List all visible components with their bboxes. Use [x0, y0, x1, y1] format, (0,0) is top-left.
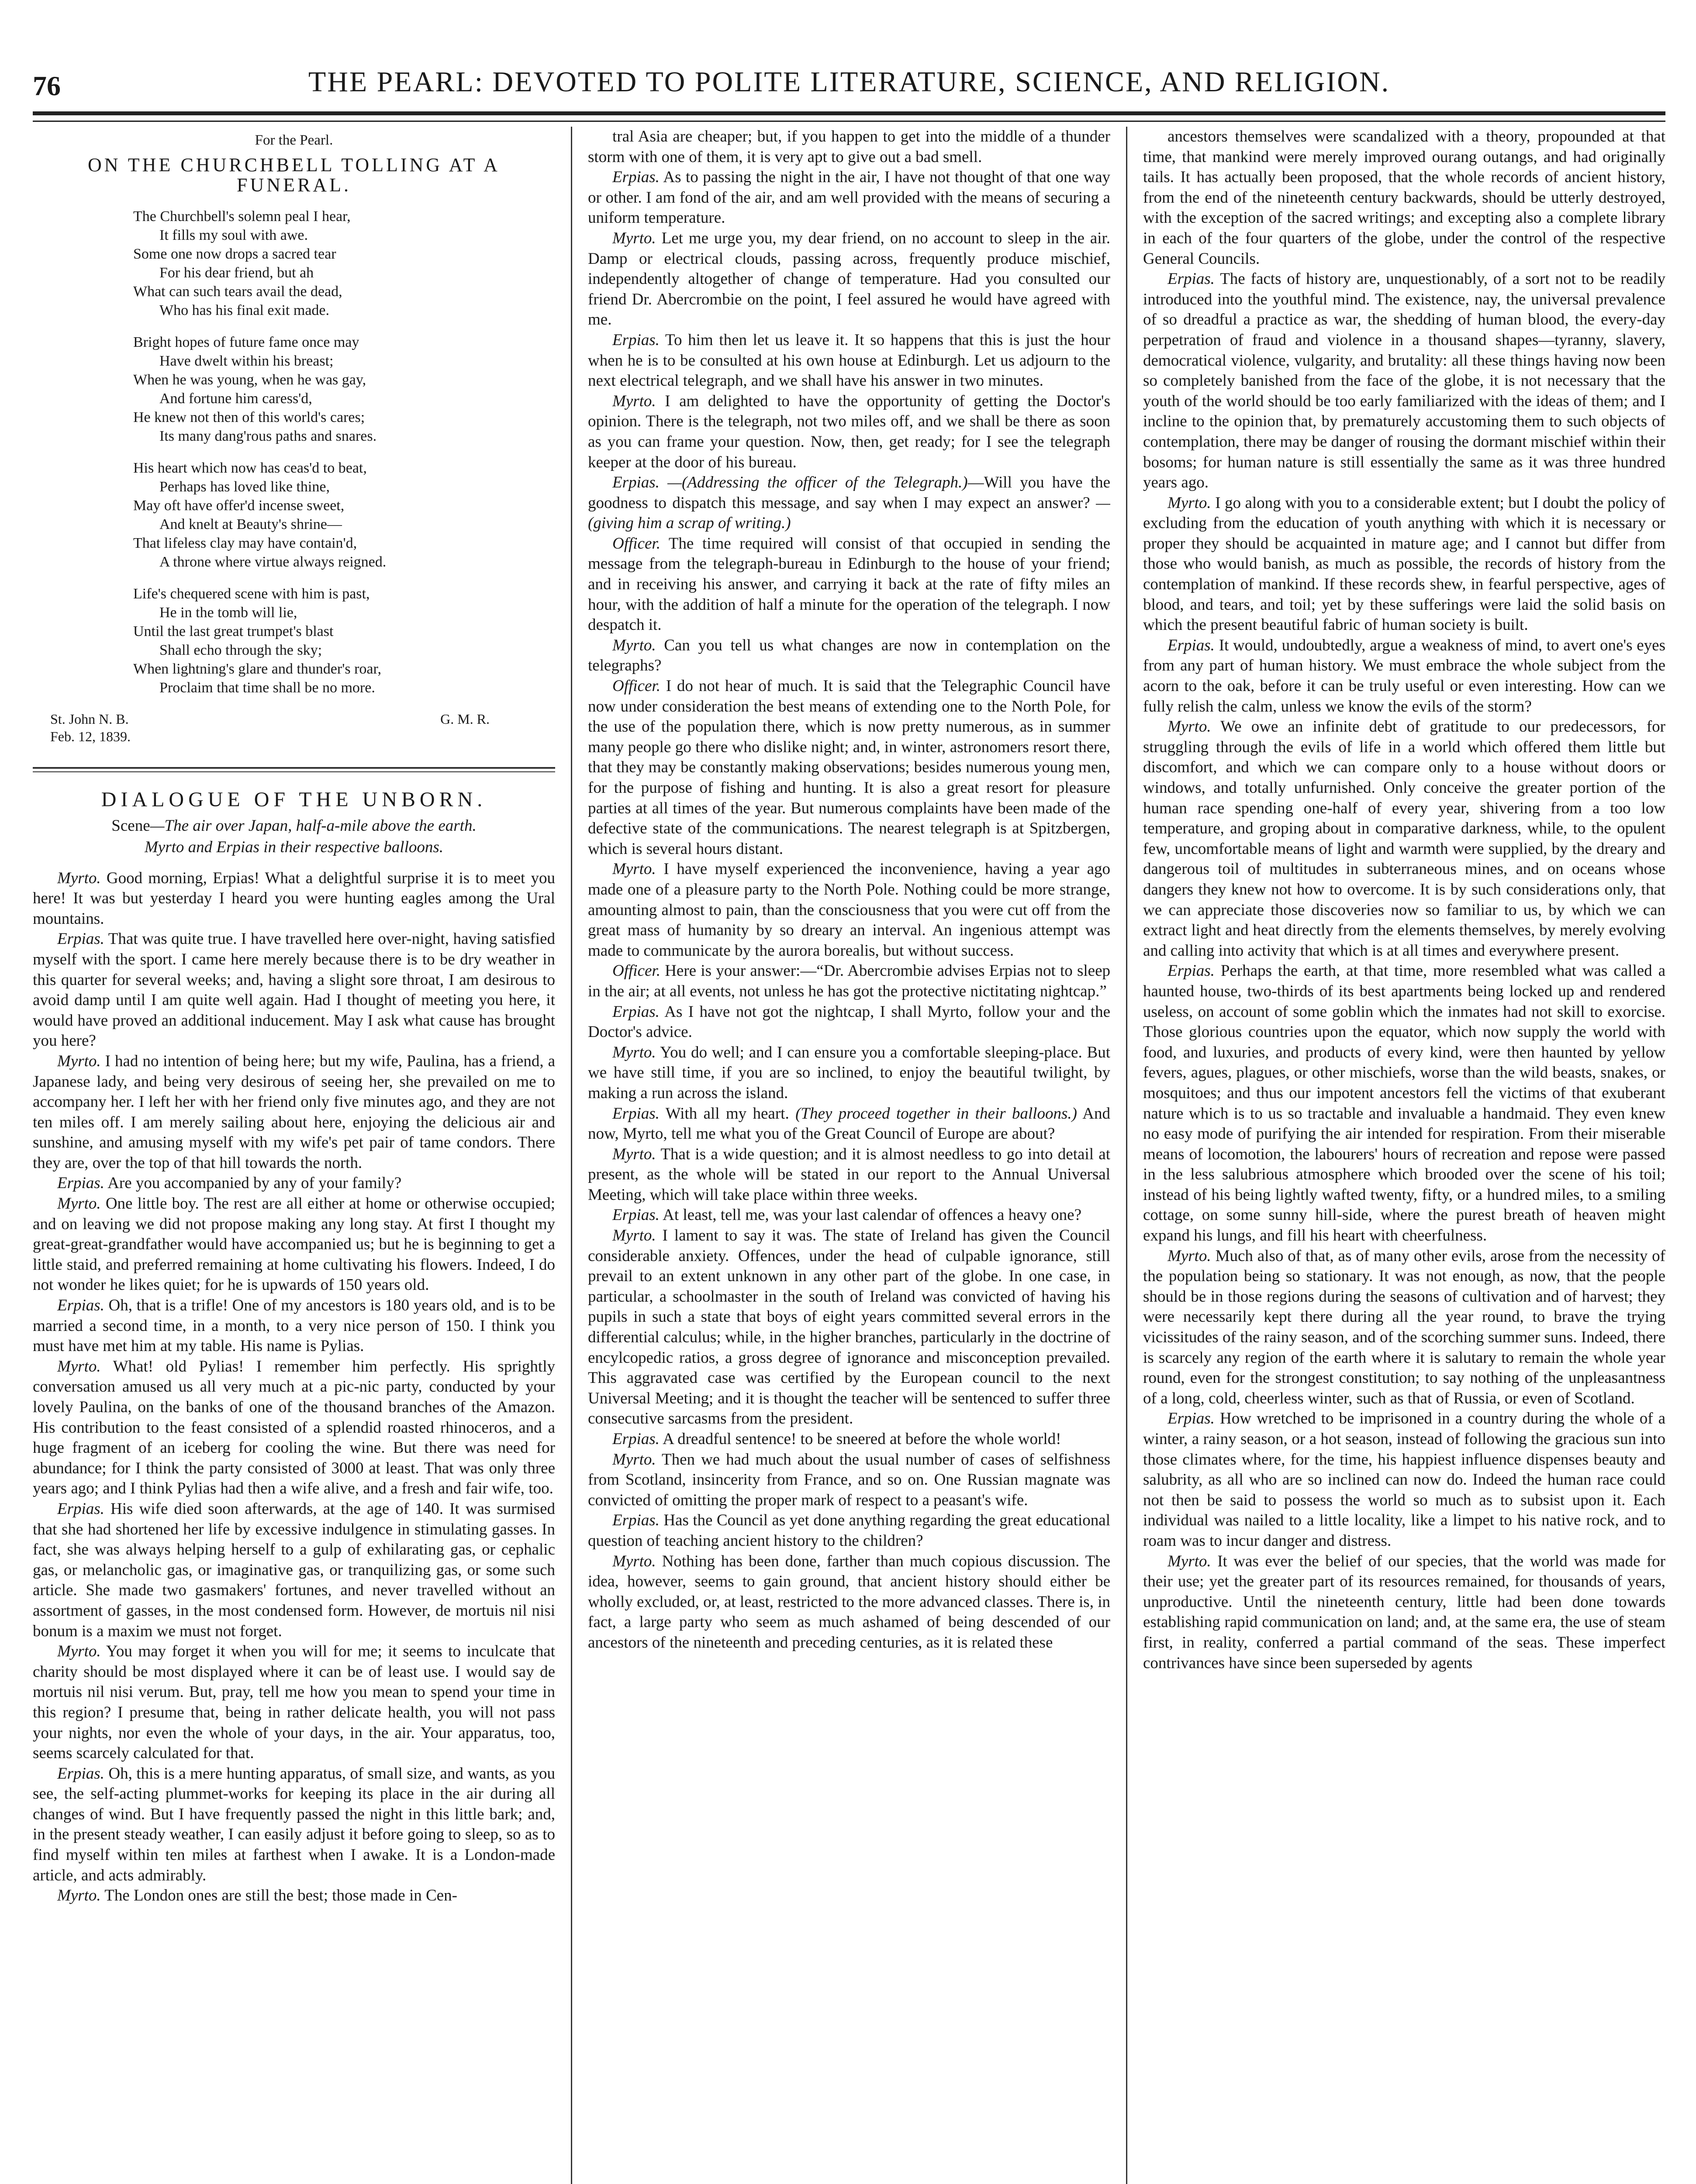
- header-rule-thin: [33, 121, 1665, 122]
- dialogue-paragraph: [33, 929, 555, 1051]
- section-divider: [33, 767, 555, 769]
- speech-text: Perhaps the earth, at that time, more resembled what was called a haunted house, two-thirds of its best apartments being locked up and rendered useless, on account of some goblin which the inmates had not skill to exorcise. Those glorious countries upon the equator, which now supply the world with food, and luxuries, and products of every kind, were then haunted by yellow fevers, agues, plagues, or other mischiefs, worse than the wild beasts, snakes, or mosquitoes; and thus our impotent ancestors fell the victims of that exuberant nature which is to us so tractable and invaluable a handmaid. They even knew no easy mode of purifying the air intended for respiration. From their miserable means of locomotion, the labourers' hours of recreation and repose were passed in the less salubrious atmosphere which brooded over the scene of his toil; instead of his being lightly wafted twenty, fifty, or a hundred miles, to a smiling cottage, on some sunny hill-side, where the purest breath of heaven might expand his lungs, and fill his heart with cheerfulness.: [1143, 962, 1665, 1245]
- page-number: 76: [33, 70, 61, 101]
- dialogue-title: DIALOGUE OF THE UNBORN.: [101, 788, 487, 811]
- speaker-name: Erpias.: [1168, 1410, 1215, 1428]
- speech-text: You may forget it when you will for me; it seems to inculcate that charity should be most displayed where it can be of least use. I would say de mortuis nil nisi verum. But, pray, tell me how you mean to spend your time in this region? I presume that, being in rather delicate health, you will not pass your nights, nor even the whole of your days, in the air. Your apparatus, too, seems scarcely calculated for that.: [33, 1642, 555, 1762]
- speaker-name: Myrto.: [57, 1195, 101, 1213]
- speech-text: I am delighted to have the opportunity of getting the Doctor's opinion. There is the telegraph, not two miles off, and we shall be there as soon as you can frame your question. Now, then, get ready; for I see the telegraph keeper at the door of his bureau.: [588, 392, 1110, 471]
- poem-line: Some one now drops a sacred tear: [133, 245, 336, 262]
- speech-text: I do not hear of much. It is said that the Telegraphic Council have now under consideration the best means of extending one to the North Pole, for the use of the population there, which is now pretty numerous, as in summer many people go there who dislike night; and, in winter, astronomers resort there, that they may be constantly making observations; besides numerous young men, for the purpose of fishing and hunting. It is also a great resort for pleasure parties at all times of the year. But numerous complaints have been made of the defective state of the communications. The nearest telegraph is at Spitzbergen, which is several hours distant.: [588, 677, 1110, 858]
- dialogue-column-1: [33, 868, 555, 1906]
- speaker-name: Erpias.: [57, 930, 104, 948]
- speaker-name: Officer.: [612, 962, 660, 980]
- column-2: [588, 127, 1110, 2184]
- speech-text: Nothing has been done, farther than much copious discussion. The idea, however, seems to gain ground, that ancient history should either be wholly excluded, or, at least, restricted to the more advanced classes. There is, in fact, a large party who seem as much ashamed of being descended of our ancestors of the nineteenth and preceding centuries, as it is related these: [588, 1552, 1110, 1652]
- poem-line: Bright hopes of future fame once may: [133, 334, 359, 350]
- poem-stanza: [133, 459, 555, 571]
- speaker-name: Myrto.: [1168, 1552, 1211, 1570]
- speech-text: To him then let us leave it. It so happens that this is just the hour when he is to be consulted at his own house at Edinburgh. Let us adjourn to the next electrical telegraph, and we shall have his answer in two minutes.: [588, 331, 1110, 390]
- speaker-name: Erpias.: [612, 1511, 660, 1530]
- speech-text: At least, tell me, was your last calendar of offences a heavy one?: [663, 1206, 1082, 1224]
- poem-line: He knew not then of this world's cares;: [133, 409, 365, 425]
- dialogue-paragraph: [588, 127, 1110, 167]
- speech-text: Then we had much about the usual number of cases of selfishness from Scotland, insincerity from France, and so on. One Russian magnate was convicted of omitting the proper mark of respect to a peasant's wife.: [588, 1450, 1110, 1509]
- dialogue-paragraph: [588, 1104, 1110, 1144]
- poem-line: And knelt at Beauty's shrine—: [159, 516, 342, 532]
- speech-text: I had no intention of being here; but my wife, Paulina, has a friend, a Japanese lady, and being very desirous of seeing her, she prevailed on me to accompany her. I left her with her friend only five minutes ago, and they are not ten miles off. I am merely sailing about here, enjoying the delicious air and sunshine, and amusing myself with my wife's pet pair of tame condors. There they are, over the top of that hill towards the north.: [33, 1052, 555, 1172]
- speaker-name: Myrto.: [57, 1887, 101, 1905]
- poem-line: Until the last great trumpet's blast: [133, 623, 334, 639]
- speaker-name: Myrto.: [612, 1043, 656, 1061]
- speaker-name: Myrto.: [1168, 494, 1211, 512]
- speech-text: As to passing the night in the air, I have not thought of that one way or other. I am fond of the air, and am well provided with the means of securing a uniform temperature.: [588, 168, 1110, 227]
- dialogue-paragraph: [33, 1764, 555, 1886]
- speech-text: ancestors themselves were scandalized with a theory, propounded at that time, that mankind were merely improved ourang outangs, and had originally tails. It has actually been proposed, that the whole records of ancient history, from the end of the nineteenth century backwards, should be utterly destroyed, with the exception of the sacred writings; and excepting also a complete library in each of the four quarters of the globe, under the control of the respective General Councils.: [1143, 128, 1665, 268]
- poem-section: [33, 130, 555, 750]
- poem-line: A throne where virtue always reigned.: [159, 553, 387, 570]
- speaker-name: Myrto.: [612, 1145, 656, 1163]
- poem-line: And fortune him caress'd,: [159, 390, 312, 407]
- speech-text: Here is your answer:—“Dr. Abercrombie advises Erpias not to sleep in the air; at all events, not unless he has got the protective nictitating nightcap.”: [588, 962, 1110, 1000]
- speaker-name: Myrto.: [612, 636, 656, 654]
- dialogue-paragraph: [588, 961, 1110, 1002]
- poem-line: Who has his final exit made.: [159, 302, 330, 318]
- dialogue-paragraph: [588, 534, 1110, 636]
- speaker-name: Erpias.: [612, 1002, 660, 1021]
- speaker-name: Erpias.: [612, 1104, 660, 1123]
- dialogue-paragraph: [588, 1552, 1110, 1653]
- speaker-name: Erpias.: [57, 1174, 104, 1192]
- dialogue-paragraph: [33, 1173, 555, 1194]
- poem-line: Life's chequered scene with him is past,: [133, 585, 370, 602]
- poem-body: [33, 207, 555, 697]
- poem-stanza: [133, 584, 555, 697]
- dialogue-paragraph: [1143, 717, 1665, 961]
- dialogue-paragraph: [588, 1226, 1110, 1429]
- poem-line: That lifeless clay may have contain'd,: [133, 535, 357, 551]
- poem-line: What can such tears avail the dead,: [133, 283, 342, 300]
- speaker-name: Erpias.: [1168, 962, 1215, 980]
- speaker-name: Myrto.: [57, 1357, 101, 1375]
- dialogue-paragraph: [588, 330, 1110, 391]
- dialogue-paragraph: [1143, 269, 1665, 493]
- speech-text: The facts of history are, unquestionably, of a sort not to be readily introduced into the youthful mind. The existence, nay, the universal prevalence of so dreadful a practice as war, the shedding of human blood, the every-day perpetration of fraud and violence in a thousand shapes—tyranny, slavery, democratical violence, vulgarity, and brutality: all these things having now been so completely banished from the face of the globe, it is not necessary that the youth of the world should be too early familiarized with the ideas of them; and I incline to the opinion that, by prematurely accustoming them to such objects of contemplation, there may be danger of rousing the dormant mischief within their bosoms; for human nature is still essentially the same as it was three hundred years ago.: [1143, 270, 1665, 492]
- speaker-name: Erpias.: [57, 1296, 104, 1315]
- speech-text: Much also of that, as of many other evils, arose from the necessity of the population being so stationary. It was not enough, as now, that the people should be in those regions during the seasons of cultivation and of harvest; they were necessarily kept there during all the year round, to brave the trying vicissitudes of the rainy season, and of the scorching summer suns. Indeed, there is scarcely any region of the earth where it is salutary to remain the whole year round, even for the strongest constitution; to say nothing of the unpleasantness of a long, cold, cheerless winter, such as that of Russia, or even of Scotland.: [1143, 1247, 1665, 1407]
- dialogue-paragraph: [588, 859, 1110, 961]
- poem-line: Have dwelt within his breast;: [159, 352, 334, 369]
- speaker-name: Erpias.: [612, 473, 660, 492]
- speech-text: Are you accompanied by any of your family?: [107, 1174, 402, 1192]
- dialogue-paragraph: [588, 1002, 1110, 1043]
- stage-direction: —(Addressing the officer of the Telegraph.): [667, 473, 968, 492]
- speaker-name: Myrto.: [612, 392, 656, 410]
- poem-line: For his dear friend, but ah: [159, 264, 314, 281]
- speech-text: Can you tell us what changes are now in contemplation on the telegraphs?: [588, 636, 1110, 675]
- poem-initials: G. M. R.: [440, 711, 490, 727]
- speech-text: And now, Myrto, tell me what you of the Great Council of Europe are about?: [588, 1104, 1110, 1143]
- poem-line: He in the tomb will lie,: [159, 604, 297, 621]
- scene-label: Scene: [111, 817, 150, 835]
- speech-text: What! old Pylias! I remember him perfectly. His sprightly conversation amused us all very much at a pic-nic party, conducted by your lovely Paulina, on the banks of one of the thousand branches of the Amazon. His contribution to the feast consisted of a splendid roasted rhinoceros, and a huge fragment of an iceberg for cooling the wine. But there was need for abundance; for I think the party consisted of 3000 at least. That was only three years ago; and I think Pylias had then a wife alive, and a fresh and fair wife, too.: [33, 1357, 555, 1498]
- poem-place-date: [50, 710, 131, 745]
- speech-text: Oh, this is a mere hunting apparatus, of small size, and wants, as you see, the self-acting plummet-works for keeping its place in the air during all changes of wind. But I have frequently passed the night in this little bark; and, in the present steady weather, I can easily adjust it before going to sleep, so as to find myself within ten miles at farthest when I awake. It is a London-made article, and acts admirably.: [33, 1764, 555, 1884]
- speech-text: One little boy. The rest are all either at home or otherwise occupied; and on leaving we did not propose making any long stay. At first I thought my great-great-grandfather would have accompanied us; but he is beginning to get a little staid, and preferred remaining at home cultivating his flowers. Indeed, I do not wonder he likes quiet; for he is upwards of 150 years old.: [33, 1195, 555, 1294]
- speaker-name: Erpias.: [1168, 636, 1215, 654]
- speech-text: Let me urge you, my dear friend, on no account to sleep in the air. Damp or electrical clouds, passing across, frequently produce mischief, independently altogether of change of temperature. Had you consulted our friend Dr. Abercrombie on the point, I feel assured he would have agreed with me.: [588, 229, 1110, 329]
- speech-text: You do well; and I can ensure you a comfortable sleeping-place. But we have still time, if you are so inclined, to enjoy the beautiful twilight, by making a run across the island.: [588, 1043, 1110, 1102]
- speaker-name: Myrto.: [612, 860, 656, 878]
- speaker-name: Erpias.: [612, 331, 660, 349]
- poem-line: When he was young, when he was gay,: [133, 371, 366, 388]
- dialogue-paragraph: [33, 1357, 555, 1499]
- speaker-name: Myrto.: [57, 869, 101, 887]
- poem-stanza: [133, 207, 555, 320]
- stage-direction: (They proceed together in their balloons.): [795, 1104, 1077, 1123]
- dialogue-paragraph: [1143, 1409, 1665, 1551]
- poem-title: ON THE CHURCHBELL TOLLING AT A FUNERAL.: [88, 154, 500, 196]
- speaker-name: Erpias.: [1168, 270, 1215, 288]
- dialogue-paragraph: [588, 228, 1110, 330]
- speaker-name: Erpias.: [612, 1206, 660, 1224]
- speech-text: I have myself experienced the inconvenience, having a year ago made one of a pleasure party to the North Pole. Nothing could be more strange, amounting almost to pain, than the consciousness that you were cut off from the great mass of humanity by so dreary an interval. An ingenious attempt was made to communicate by the aurora borealis, but without success.: [588, 860, 1110, 960]
- dialogue-paragraph: [588, 473, 1110, 534]
- speaker-name: Myrto.: [612, 1552, 656, 1570]
- speech-text: Good morning, Erpias! What a delightful surprise it is to meet you here! It was but yesterday I heard you were hunting eagles among the Ural mountains.: [33, 869, 555, 928]
- poem-line: Shall echo through the sky;: [159, 642, 322, 658]
- speech-text: A dreadful sentence! to be sneered at before the whole world!: [663, 1430, 1061, 1448]
- dialogue-paragraph: [33, 1886, 555, 1906]
- speech-text: —Will you have the goodness to dispatch this message, and say when I may expect an answer?: [588, 473, 1110, 512]
- speech-text: The London ones are still the best; those made in Cen-: [104, 1887, 457, 1905]
- scene-text-1: —The air over Japan, half-a-mile above the earth.: [150, 817, 477, 835]
- scene-line-1: [33, 816, 555, 836]
- speech-text: That is a wide question; and it is almost needless to go into detail at present, as the whole will be stated in our report to the Annual Universal Meeting, which will take place within three weeks.: [588, 1145, 1110, 1204]
- dialogue-paragraph: [33, 1194, 555, 1296]
- dialogue-paragraph: [588, 1144, 1110, 1206]
- page-header: [33, 66, 1665, 107]
- dialogue-paragraph: [588, 391, 1110, 473]
- poem-date: Feb. 12, 1839.: [50, 728, 131, 744]
- speech-text: I lament to say it was. The state of Ireland has given the Council considerable anxiety. Offences, under the head of culpable ignorance, still prevail to an extent unknown in any other part of the globe. In one case, in particular, a schoolmaster in the south of Ireland was convicted of having his pupils in such a state that boys of eight years committed several errors in the differential calculus; while, in the higher branches, particularly in the doctrine of encylcopedic ratios, a gross degree of ignorance and misconception prevailed. This aggravated case was certified by the European council to the next Universal Meeting; and it is thought the teacher will be sentenced to suffer three consecutive sarcasms from the president.: [588, 1227, 1110, 1428]
- poem-line: May oft have offer'd incense sweet,: [133, 497, 345, 514]
- speech-text: We owe an infinite debt of gratitude to our predecessors, for struggling through the evils of life in a world which offered them little but discomfort, and which we can compare only to a house without doors or windows, and totally unfurnished. Only conceive the greater portion of the human race spending one-half of every year, shivering from a too low temperature, and groping about in comparative darkness, while, to the opulent few, uncomfortable means of light and warmth were supplied, by the dreary and dangerous toil of multitudes in subterraneous mines, and on oceans whose dangers they knew not how to overcome. It is by such considerations only, that we can appreciate those discoveries now so familiar to us, by which we can extract light and heat directly from the elements themselves, by merely evolving and calling into activity that which is at all times and everywhere present.: [1143, 718, 1665, 960]
- speaker-name: Officer.: [612, 677, 660, 695]
- poem-line: Its many dang'rous paths and snares.: [159, 428, 377, 444]
- dialogue-paragraph: [588, 167, 1110, 228]
- dialogue-paragraph: [588, 636, 1110, 676]
- speech-text: Has the Council as yet done anything regarding the great educational question of teaching ancient history to the children?: [588, 1511, 1110, 1550]
- poem-source: For the Pearl.: [255, 132, 333, 148]
- dialogue-paragraph: [33, 1051, 555, 1174]
- poem-line: His heart which now has ceas'd to beat,: [133, 460, 367, 476]
- stage-direction: —(giving him a scrap of writing.): [588, 494, 1110, 532]
- speech-text: It would, undoubtedly, argue a weakness of mind, to avert one's eyes from any part of human history. We must embrace the whole subject from the acorn to the oak, before it can be truly useful or even interesting. How can we fully relish the calm, unless we know the evils of the storm?: [1143, 636, 1665, 715]
- speech-text: His wife died soon afterwards, at the age of 140. It was surmised that she had shortened her life by excessive indulgence in stimulating gasses. In fact, she was always helping herself to a gulp of exhilarating gas, or cephalic gas, or melancholic gas, or imaginative gas, or tranquilizing gas, or some such article. She made two gasmakers' fortunes, and never travelled without an assortment of gasses, in the most condensed form. However, de mortuis nil nisi bonum is a maxim we must not forget.: [33, 1500, 555, 1640]
- dialogue-paragraph: [588, 1510, 1110, 1551]
- speaker-name: Myrto.: [57, 1642, 101, 1661]
- speech-text: That was quite true. I have travelled here over-night, having satisfied myself with the sport. I came here merely because there is to be dry weather in this quarter for several weeks; and, having a slight sore throat, I am desirous to avoid damp until I am quite well again. Had I thought of meeting you here, it would have proved an additional inducement. May I ask what cause has brought you here?: [33, 930, 555, 1050]
- speech-text: tral Asia are cheaper; but, if you happen to get into the middle of a thunder storm with one of them, it is very apt to give out a bad smell.: [588, 128, 1110, 166]
- speaker-name: Officer.: [612, 534, 660, 553]
- column-3: [1143, 127, 1665, 2184]
- poem-line: Perhaps has loved like thine,: [159, 478, 330, 495]
- dialogue-paragraph: [588, 1205, 1110, 1226]
- dialogue-paragraph: [1143, 1246, 1665, 1409]
- dialogue-paragraph: [33, 1641, 555, 1764]
- speech-text: Oh, that is a trifle! One of my ancestors is 180 years old, and is to be married a second time, in a month, to a very nice person of 150. I think you must have met him at my table. His name is Pylias.: [33, 1296, 555, 1355]
- speech-text: With all my heart.: [665, 1104, 789, 1123]
- poem-line: It fills my soul with awe.: [159, 227, 308, 243]
- dialogue-paragraph: [1143, 636, 1665, 717]
- running-title: THE PEARL: DEVOTED TO POLITE LITERATURE, SCIENCE, AND RELIGION.: [308, 66, 1390, 98]
- dialogue-paragraph: [1143, 127, 1665, 269]
- speaker-name: Erpias.: [612, 168, 660, 187]
- speaker-name: Myrto.: [612, 229, 656, 247]
- dialogue-paragraph: [33, 1499, 555, 1641]
- poem-stanza: [133, 333, 555, 446]
- column-rule-2: [1126, 127, 1127, 2184]
- speaker-name: Myrto.: [1168, 1247, 1211, 1265]
- speech-text: The time required will consist of that occupied in sending the message from the telegraph-bureau in Edinburgh to the house of your friend; and in receiving his answer, and carrying it back at the rate of fifty miles an hour, with the addition of half a minute for the operation of the telegraph. I now despatch it.: [588, 534, 1110, 634]
- poem-line: The Churchbell's solemn peal I hear,: [133, 208, 351, 225]
- dialogue-paragraph: [33, 1296, 555, 1357]
- header-rule-thick: [33, 111, 1665, 115]
- column-1: [33, 127, 555, 2184]
- poem-signature: [50, 710, 555, 750]
- dialogue-paragraph: [588, 1450, 1110, 1511]
- speech-text: As I have not got the nightcap, I shall Myrto, follow your and the Doctor's advice.: [588, 1002, 1110, 1041]
- dialogue-paragraph: [1143, 1552, 1665, 1674]
- speech-text: It was ever the belief of our species, that the world was made for their use; yet the greater part of its resources remained, for thousands of years, unproductive. Until the nineteenth century, little had been done towards establishing rapid communication on land; and, at the same era, the use of steam first, in reality, conferred a partial command of the seas. These imperfect contrivances have since been superseded by agents: [1143, 1552, 1665, 1672]
- speaker-name: Myrto.: [1168, 718, 1211, 736]
- section-divider-thin: [33, 771, 555, 772]
- dialogue-paragraph: [588, 1429, 1110, 1450]
- speaker-name: Myrto.: [612, 1450, 656, 1469]
- speaker-name: Erpias.: [612, 1430, 660, 1448]
- poem-line: Proclaim that time shall be no more.: [159, 679, 375, 696]
- dialogue-paragraph: [33, 868, 555, 930]
- speaker-name: Myrto.: [612, 1227, 656, 1245]
- scene-line-2: Myrto and Erpias in their respective balloons.: [144, 838, 444, 856]
- dialogue-paragraph: [588, 676, 1110, 859]
- dialogue-paragraph: [1143, 493, 1665, 636]
- dialogue-paragraph: [1143, 961, 1665, 1246]
- speech-text: How wretched to be imprisoned in a country during the whole of a winter, a rainy season, or a hot season, instead of following the gracious sun into those climates where, for the time, his happiest influence dispenses beauty and salubrity, as all who are so inclined can now do. Indeed the human race could not then be said to possess the world so much as to subsist upon it. Each individual was nailed to a little locality, like a limpet to his native rock, and to roam was to incur danger and distress.: [1143, 1410, 1665, 1550]
- dialogue-column-2: [588, 127, 1110, 1653]
- poem-place: St. John N. B.: [50, 711, 129, 727]
- speech-text: I go along with you to a considerable extent; but I doubt the policy of excluding from the education of youth anything with which it is necessary or proper they should be acquainted in mature age; and I cannot but differ from those who would banish, as much as possible, the records of history from the contemplation of mankind. If these records shew, in fearful perspective, ages of blood, and tears, and toil; yet by these sufferings were laid the solid basis on which the present beautiful fabric of human society is built.: [1143, 494, 1665, 634]
- speaker-name: Erpias.: [57, 1500, 104, 1518]
- speaker-name: Erpias.: [57, 1764, 104, 1783]
- dialogue-paragraph: [588, 1043, 1110, 1104]
- speaker-name: Myrto.: [57, 1052, 101, 1070]
- poem-line: When lightning's glare and thunder's roar,: [133, 660, 381, 677]
- column-rule-1: [571, 127, 572, 2184]
- dialogue-column-3: [1143, 127, 1665, 1673]
